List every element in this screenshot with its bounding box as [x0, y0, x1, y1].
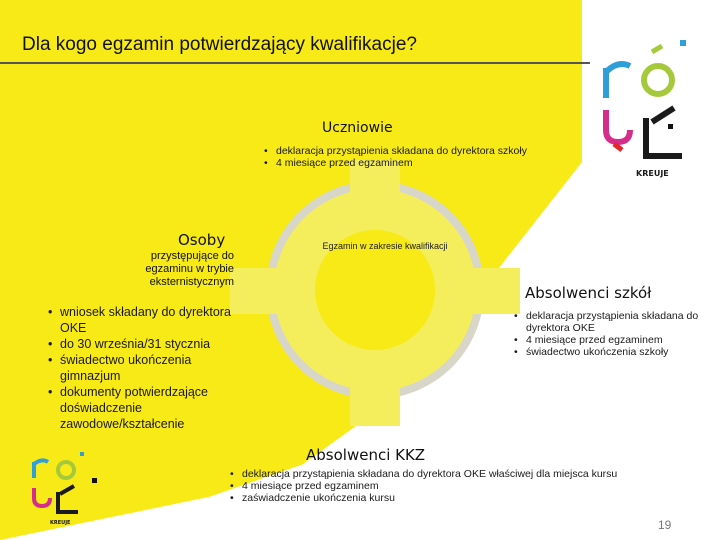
osoby-heading: Osoby	[178, 231, 226, 249]
list-item: • dokumenty potwierdzające doświadczenie zawodowe/kształcenie	[46, 384, 232, 432]
decor-square	[92, 478, 97, 483]
slide-title: Dla kogo egzamin potwierdzający kwalifikacje?	[22, 34, 417, 55]
kreuje-logo	[596, 38, 706, 188]
uczniowie-heading: Uczniowie	[322, 120, 393, 136]
absolwenci-szkol-list	[512, 310, 712, 358]
list-item: • wniosek składany do dyrektora OKE	[46, 304, 232, 336]
list-item: • 4 miesiące przed egzaminem	[228, 480, 688, 492]
list-item: • świadectwo ukończenia gimnazjum	[46, 352, 232, 384]
absolwenci-szkol-heading: Absolwenci szkół	[525, 284, 652, 302]
kreuje-logo-small	[28, 448, 98, 528]
list-item: • deklaracja przystąpienia składana do dyrektora OKE	[512, 310, 712, 334]
page-number: 19	[658, 518, 672, 532]
title-divider	[0, 62, 590, 64]
cycle-diagram	[230, 160, 520, 430]
osoby-list	[46, 304, 232, 432]
absolwenci-kkz-list	[228, 468, 688, 504]
list-item: • świadectwo ukończenia szkoły	[512, 346, 712, 358]
absolwenci-kkz-heading: Absolwenci KKZ	[306, 446, 426, 464]
center-label: Egzamin w zakresie kwalifikacji	[322, 241, 448, 251]
logo-small-text: KREUJE	[50, 520, 71, 526]
list-item: • 4 miesiące przed egzaminem	[512, 334, 712, 346]
list-item: • deklaracja przystąpienia składana do dyrektora OKE właściwej dla miejsca kursu	[228, 468, 688, 480]
osoby-subheading: przystępujące do egzaminu w trybie eksternistycznym	[145, 250, 234, 288]
list-item: • zaświadczenie ukończenia kursu	[228, 492, 688, 504]
logo-text: KREUJE	[636, 169, 669, 178]
uczniowie-list	[262, 145, 527, 169]
list-item: • deklaracja przystąpienia składana do dyrektora szkoły	[262, 145, 527, 157]
list-item: • do 30 września/31 stycznia	[46, 336, 232, 352]
list-item: • 4 miesiące przed egzaminem	[262, 157, 527, 169]
decor-square	[668, 124, 673, 129]
